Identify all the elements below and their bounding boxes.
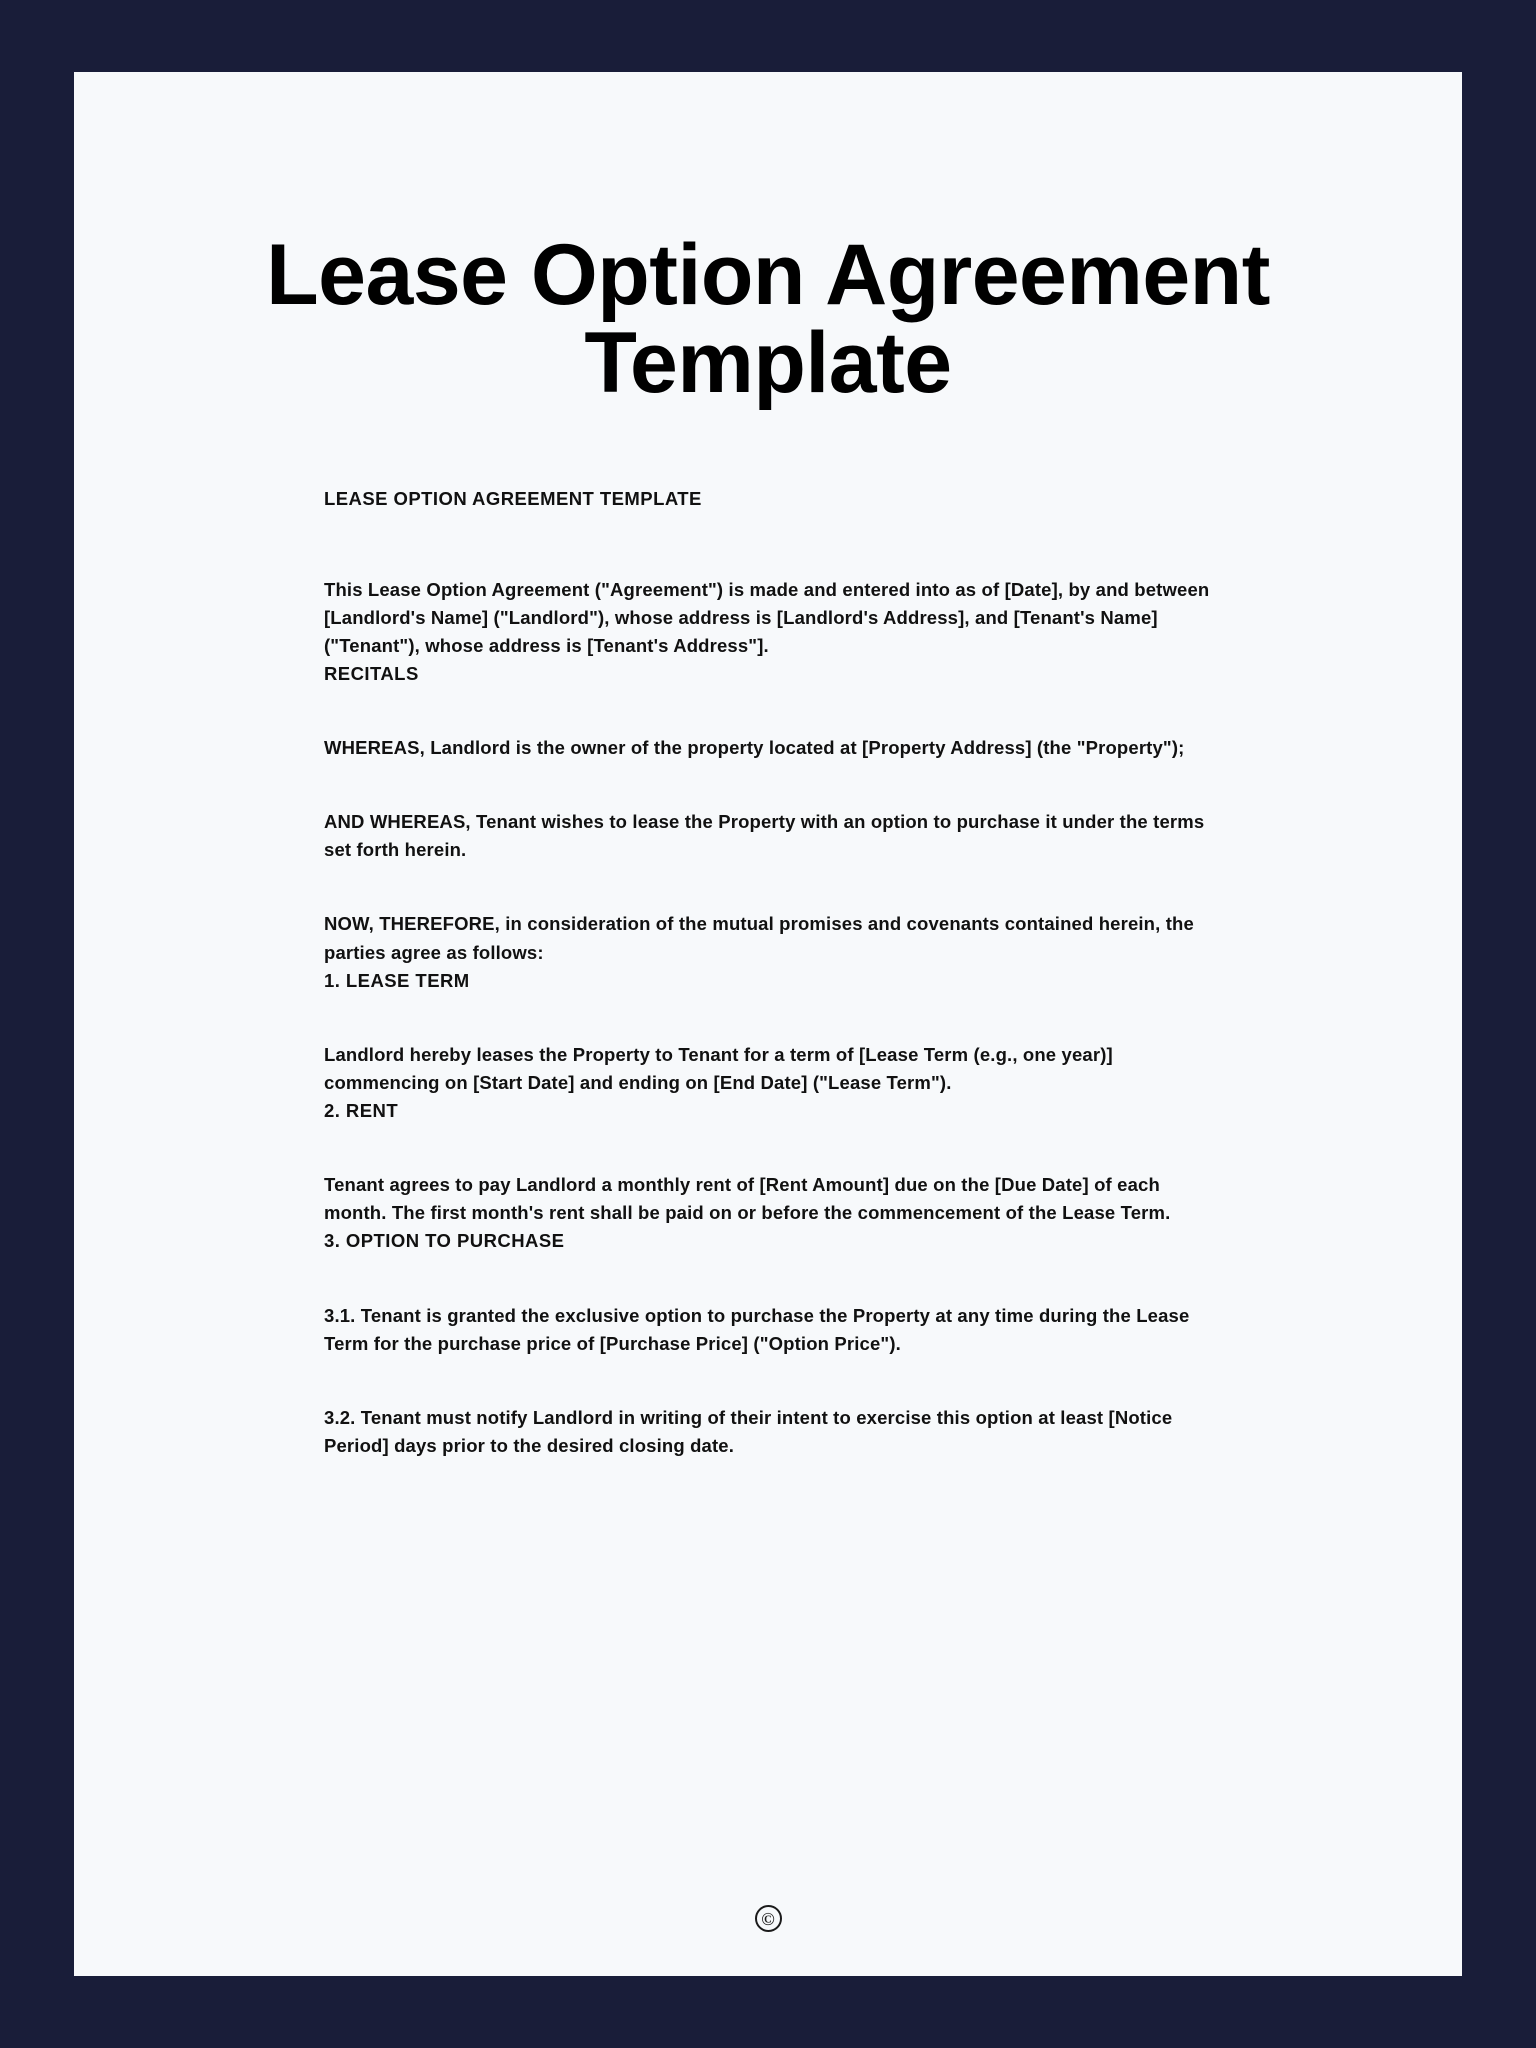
recital-paragraph-2: AND WHEREAS, Tenant wishes to lease the Property with an option to purchase it under the terms set forth herein. (324, 811, 1205, 861)
document-header-label: LEASE OPTION AGREEMENT TEMPLATE (324, 488, 702, 510)
recital-paragraph-3: NOW, THEREFORE, in consideration of the mutual promises and covenants contained herein, the parties agree as follows: (324, 913, 1194, 963)
section-2-body: Tenant agrees to pay Landlord a monthly rent of [Rent Amount] due on the [Due Date] of each month. The first month's rent shall be paid on or before the commencement of the Lease Term. (324, 1174, 1171, 1224)
recital-paragraph-1: WHEREAS, Landlord is the owner of the property located at [Property Address] (the "Property"); (324, 737, 1185, 759)
intro-paragraph: This Lease Option Agreement ("Agreement") is made and entered into as of [Date], by and between [Landlord's Name] ("Landlord"), whose address is [Landlord's Address], and [Tenant's Name] ("Tenant"), whose address is [Tenant's Address"]. (324, 578, 1210, 656)
section-3-heading: 3. OPTION TO PURCHASE (324, 1230, 565, 1252)
copyright-icon: © (755, 1905, 782, 1932)
section-1-body: Landlord hereby leases the Property to Tenant for a term of [Lease Term (e.g., one year)] commencing on [Start Date] and ending on [End Date] ("Lease Term"). (324, 1043, 1113, 1093)
section-1-heading: 1. LEASE TERM (324, 969, 470, 991)
footer (74, 1905, 1462, 1932)
section-3-2-body: 3.2. Tenant must notify Landlord in writing of their intent to exercise this option at least [Notice Period] days prior to the desired closing date. (324, 1406, 1173, 1456)
page-title: Lease Option Agreement Template (266, 227, 1270, 411)
recitals-heading: RECITALS (324, 662, 419, 684)
document-page (74, 72, 1462, 1976)
section-3-1-body: 3.1. Tenant is granted the exclusive option to purchase the Property at any time during the Lease Term for the purchase price of [Purchase Price] ("Option Price"). (324, 1304, 1190, 1354)
section-2-heading: 2. RENT (324, 1100, 399, 1122)
document-body (74, 485, 1462, 1460)
